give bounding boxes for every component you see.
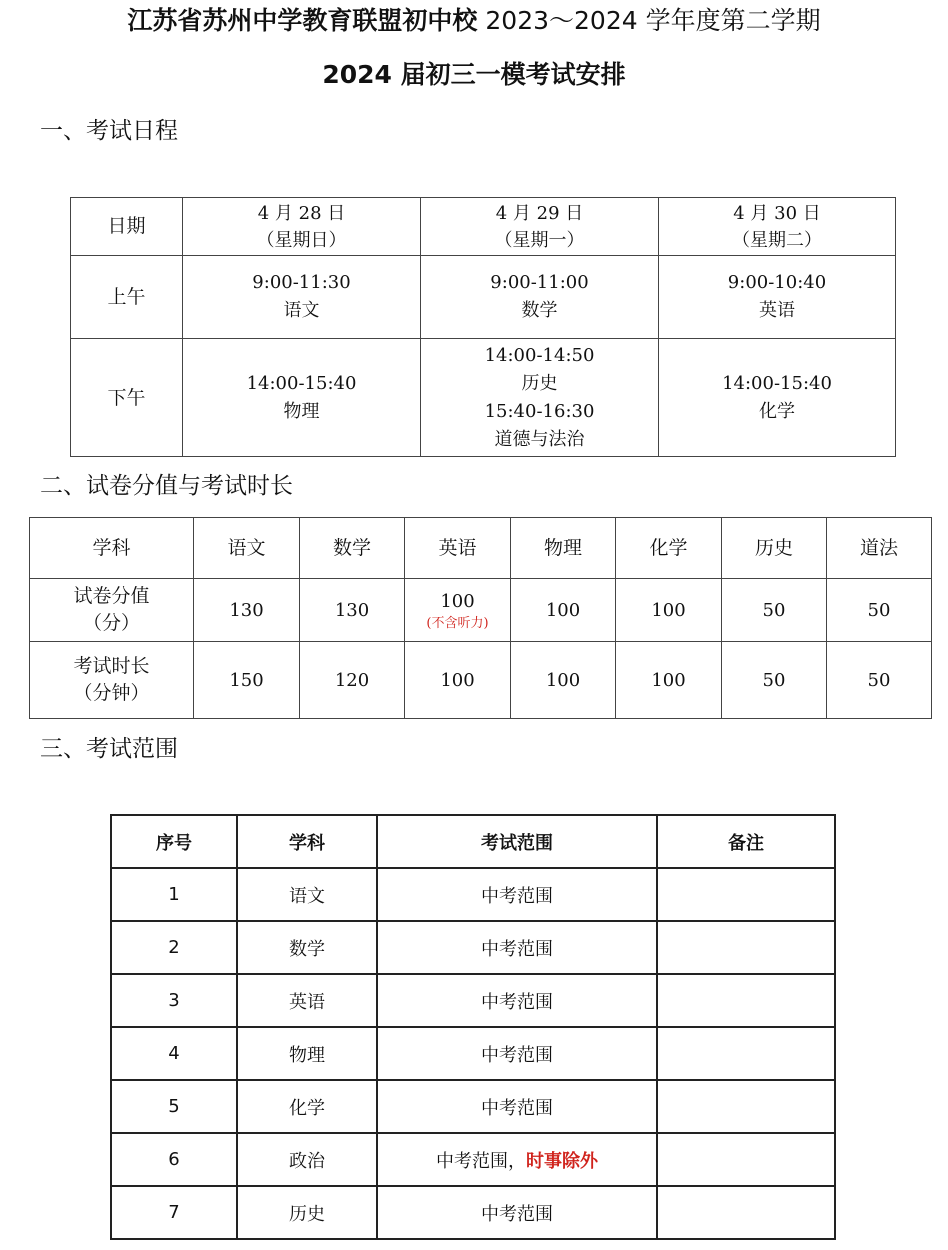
duration-cell: 120 [300,642,405,719]
row-no: 3 [111,974,237,1027]
schedule-header-row [71,198,896,256]
slot-time: 9:00-11:30 [252,272,351,293]
table-row [111,1133,835,1186]
day-weekday: （星期二） [732,229,822,251]
score-cell [405,579,511,642]
slot-subject: 化学 [759,400,795,422]
table-row [111,868,835,921]
range-exception: 时事除外 [526,1150,598,1172]
row-range [377,1133,657,1186]
subject-cell: 语文 [194,518,300,579]
schedule-day-cell [421,198,659,256]
scores-header-row [30,518,932,579]
schedule-slot-cell [421,256,659,339]
row-note [657,1080,835,1133]
row-subject: 物理 [237,1027,377,1080]
score-row [30,579,932,642]
schedule-morning-row [71,256,896,339]
range-text: 中考范围 [481,1044,553,1066]
row-range [377,868,657,921]
range-text: 中考范围 [481,1203,553,1225]
slot-subject: 道德与法治 [494,428,585,450]
afternoon-label: 下午 [71,339,183,457]
row-range [377,1186,657,1239]
slot-subject: 语文 [283,300,320,321]
table-row [111,921,835,974]
score-cell: 130 [300,579,405,642]
row-no: 4 [111,1027,237,1080]
slot-time: 14:00-15:40 [722,372,832,394]
header-range: 考试范围 [377,815,657,868]
duration-label [30,642,194,719]
table-row [111,1080,835,1133]
row-note [657,1133,835,1186]
subject-cell: 历史 [722,518,827,579]
row-no: 6 [111,1133,237,1186]
range-text: 中考范围 [481,938,553,960]
schedule-slot-cell [421,339,659,457]
title-school: 江苏省苏州中学教育联盟初中校 [127,6,478,35]
range-text: 中考范围， [436,1150,526,1172]
score-cell: 50 [722,579,827,642]
duration-cell: 100 [616,642,722,719]
score-cell: 100 [616,579,722,642]
duration-cell: 50 [722,642,827,719]
schedule-slot-cell [659,339,896,457]
slot-subject: 英语 [759,300,795,321]
schedule-table [70,197,896,457]
score-label-unit: （分） [82,612,140,634]
english-listening-note: (不含听力) [426,615,489,631]
row-subject: 化学 [237,1080,377,1133]
header-subject: 学科 [237,815,377,868]
day-date: 4 月 29 日 [495,202,584,224]
row-range [377,1080,657,1133]
row-note [657,921,835,974]
slot-subject: 物理 [283,400,320,422]
scores-table [29,517,932,719]
range-text: 中考范围 [481,1097,553,1119]
schedule-slot-cell [183,339,421,457]
day-weekday: （星期一） [494,229,585,251]
duration-label-line: 考试时长 [73,655,150,677]
header-no: 序号 [111,815,237,868]
subject-cell: 道法 [827,518,932,579]
row-subject: 历史 [237,1186,377,1239]
row-subject: 语文 [237,868,377,921]
score-cell: 100 [511,579,616,642]
subject-cell: 数学 [300,518,405,579]
section-heading-scores: 二、试卷分值与考试时长 [40,473,293,499]
slot-subject: 历史 [521,372,558,394]
table-row [111,974,835,1027]
duration-cell: 150 [194,642,300,719]
score-label-line: 试卷分值 [73,585,150,607]
subject-cell: 化学 [616,518,722,579]
row-no: 1 [111,868,237,921]
subject-cell: 英语 [405,518,511,579]
row-no: 7 [111,1186,237,1239]
day-date: 4 月 28 日 [257,202,346,224]
slot-time: 14:00-14:50 [484,344,595,366]
header-note: 备注 [657,815,835,868]
row-no: 2 [111,921,237,974]
row-no: 5 [111,1080,237,1133]
schedule-day-cell [659,198,896,256]
section-heading-schedule: 一、考试日程 [40,118,178,144]
schedule-day-cell [183,198,421,256]
score-value: 100 [440,590,475,612]
scope-table [110,814,836,1240]
duration-row [30,642,932,719]
row-note [657,1186,835,1239]
range-text: 中考范围 [481,885,553,907]
score-cell: 130 [194,579,300,642]
day-date: 4 月 30 日 [733,202,821,224]
row-subject: 英语 [237,974,377,1027]
row-range [377,1027,657,1080]
duration-cell: 50 [827,642,932,719]
subject-cell: 物理 [511,518,616,579]
row-range [377,974,657,1027]
scope-header-row [111,815,835,868]
section-heading-scope: 三、考试范围 [40,736,178,762]
morning-label: 上午 [71,256,183,339]
row-subject: 政治 [237,1133,377,1186]
score-label [30,579,194,642]
slot-time: 9:00-10:40 [727,272,827,293]
row-subject: 数学 [237,921,377,974]
schedule-corner-cell: 日期 [71,198,183,256]
document-subtitle: 2024 届初三一模考试安排 [322,60,626,89]
score-cell: 50 [827,579,932,642]
row-note [657,868,835,921]
slot-time: 9:00-11:00 [490,272,589,293]
subject-header: 学科 [30,518,194,579]
range-text: 中考范围 [481,991,553,1013]
slot-time: 15:40-16:30 [484,400,595,422]
day-weekday: （星期日） [256,229,347,251]
table-row [111,1027,835,1080]
schedule-slot-cell [659,256,896,339]
document-title [0,4,948,38]
title-term: 2023～2024 学年度第二学期 [477,6,821,35]
slot-subject: 数学 [521,300,558,321]
row-note [657,974,835,1027]
slot-time: 14:00-15:40 [246,372,357,394]
duration-label-unit: （分钟） [73,682,150,704]
duration-cell: 100 [405,642,511,719]
row-note [657,1027,835,1080]
table-row [111,1186,835,1239]
duration-cell: 100 [511,642,616,719]
row-range [377,921,657,974]
schedule-afternoon-row [71,339,896,457]
schedule-slot-cell [183,256,421,339]
